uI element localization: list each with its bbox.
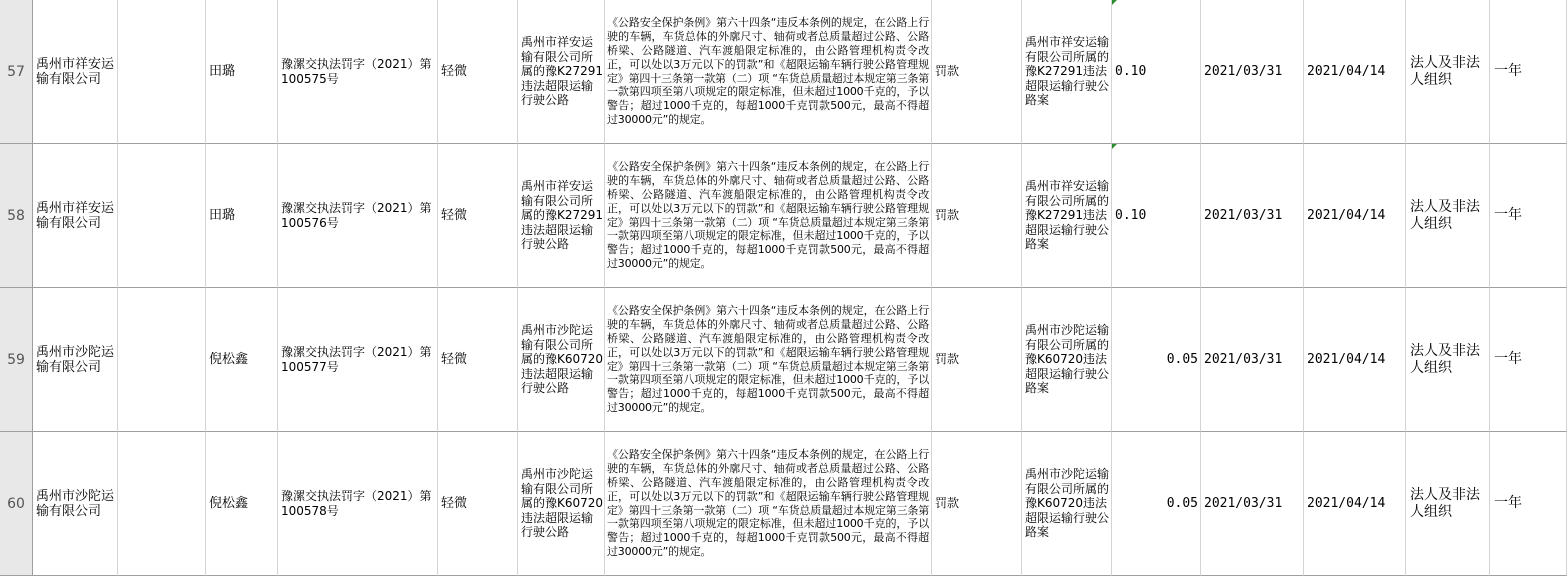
- cell-empty[interactable]: [118, 144, 206, 288]
- publication-period: 一年: [1494, 63, 1522, 79]
- decision-number: 豫漯交执法罚字（2021）第100576号: [281, 201, 432, 230]
- cell-doc-no[interactable]: [278, 432, 438, 576]
- cell-period[interactable]: [1490, 288, 1567, 432]
- cell-case[interactable]: [1022, 432, 1112, 576]
- legal-basis: 《公路安全保护条例》第六十四条“违反本条例的规定，在公路上行驶的车辆，车货总体的外廓尺寸、轴荷或者总质量超过公路、公路桥梁、公路隧道、汽车渡船限定标准的，由公路管理机构责令改正，可以处以3万元以下的罚款”和《超限运输车辆行驶公路管理规定》第四十三条第一款第（二）项 “车货总质量超过本规定第三条第一款第四项至第八项规定的限定标准，但未超过1000千克的，予以警告；超过1000千克的，每超1000千克罚款500元，最高不得超过30000元”的规定。: [607, 15, 929, 127]
- company-name: 禹州市沙陀运输有限公司: [36, 344, 115, 375]
- entity-type: 法人及非法人组织: [1410, 342, 1480, 376]
- legal-basis: 《公路安全保护条例》第六十四条“违反本条例的规定，在公路上行驶的车辆，车货总体的外廓尺寸、轴荷或者总质量超过公路、公路桥梁、公路隧道、汽车渡船限定标准的，由公路管理机构责令改正，可以处以3万元以下的罚款”和《超限运输车辆行驶公路管理规定》第四十三条第一款第（二）项 “车货总质量超过本规定第三条第一款第四项至第八项规定的限定标准，但未超过1000千克的，予以警告；超过1000千克的，每超1000千克罚款500元，最高不得超过30000元”的规定。: [607, 159, 929, 271]
- publish-date: 2021/04/14: [1307, 352, 1386, 367]
- cell-case[interactable]: [1022, 288, 1112, 432]
- cell-law[interactable]: [605, 432, 932, 576]
- cell-severity[interactable]: [438, 432, 518, 576]
- row-number: 58: [7, 207, 25, 224]
- cell-person[interactable]: [206, 144, 278, 288]
- cell-entity-type[interactable]: [1406, 432, 1490, 576]
- penalty-type: 罚款: [935, 208, 960, 223]
- cell-severity[interactable]: [438, 144, 518, 288]
- cell-penalty-type[interactable]: [932, 288, 1022, 432]
- cell-violation[interactable]: [518, 288, 605, 432]
- cell-violation[interactable]: [518, 0, 605, 144]
- row-number: 60: [7, 495, 25, 512]
- cell-person[interactable]: [206, 0, 278, 144]
- cell-period[interactable]: [1490, 432, 1567, 576]
- decision-date: 2021/03/31: [1204, 64, 1283, 79]
- cell-empty[interactable]: [118, 0, 206, 144]
- company-name: 禹州市祥安运输有限公司: [36, 200, 115, 231]
- fine-amount: 0.10: [1115, 64, 1147, 79]
- cell-severity[interactable]: [438, 0, 518, 144]
- entity-type: 法人及非法人组织: [1410, 54, 1480, 88]
- cell-amount[interactable]: [1112, 432, 1201, 576]
- row-header[interactable]: [0, 432, 33, 576]
- cell-amount[interactable]: [1112, 144, 1201, 288]
- cell-doc-no[interactable]: [278, 0, 438, 144]
- legal-basis: 《公路安全保护条例》第六十四条“违反本条例的规定，在公路上行驶的车辆，车货总体的外廓尺寸、轴荷或者总质量超过公路、公路桥梁、公路隧道、汽车渡船限定标准的，由公路管理机构责令改正，可以处以3万元以下的罚款”和《超限运输车辆行驶公路管理规定》第四十三条第一款第（二）项 “车货总质量超过本规定第三条第一款第四项至第八项规定的限定标准，但未超过1000千克的，予以警告；超过1000千克的，每超1000千克罚款500元，最高不得超过30000元”的规定。: [607, 303, 929, 415]
- case-name: 禹州市祥安运输有限公司所属的豫K27291违法超限运输行驶公路案: [1025, 179, 1110, 252]
- cell-penalty-type[interactable]: [932, 144, 1022, 288]
- cell-case[interactable]: [1022, 144, 1112, 288]
- company-name: 禹州市沙陀运输有限公司: [36, 488, 115, 519]
- cell-violation[interactable]: [518, 144, 605, 288]
- cell-penalty-type[interactable]: [932, 0, 1022, 144]
- cell-date-decision[interactable]: [1201, 432, 1304, 576]
- cell-entity-type[interactable]: [1406, 288, 1490, 432]
- error-indicator-icon: [1112, 0, 1117, 5]
- violation-description: 禹州市祥安运输有限公司所属的豫K27291违法超限运输行驶公路: [521, 35, 604, 108]
- case-name: 禹州市祥安运输有限公司所属的豫K27291违法超限运输行驶公路案: [1025, 35, 1110, 108]
- company-name: 禹州市祥安运输有限公司: [36, 56, 115, 87]
- legal-representative: 田璐: [209, 64, 236, 79]
- cell-person[interactable]: [206, 432, 278, 576]
- publication-period: 一年: [1494, 495, 1522, 511]
- cell-entity-type[interactable]: [1406, 144, 1490, 288]
- cell-case[interactable]: [1022, 0, 1112, 144]
- cell-law[interactable]: [605, 288, 932, 432]
- cell-empty[interactable]: [118, 288, 206, 432]
- case-name: 禹州市沙陀运输有限公司所属的豫K60720违法超限运输行驶公路案: [1025, 323, 1110, 396]
- entity-type: 法人及非法人组织: [1410, 198, 1480, 232]
- publication-period: 一年: [1494, 351, 1522, 367]
- cell-period[interactable]: [1490, 144, 1567, 288]
- cell-company[interactable]: [33, 288, 118, 432]
- fine-amount: 0.05: [1166, 352, 1198, 367]
- decision-date: 2021/03/31: [1204, 496, 1283, 511]
- fine-amount: 0.10: [1115, 208, 1147, 223]
- row-number: 57: [7, 63, 25, 80]
- publish-date: 2021/04/14: [1307, 496, 1386, 511]
- cell-amount[interactable]: [1112, 0, 1201, 144]
- cell-entity-type[interactable]: [1406, 0, 1490, 144]
- cell-company[interactable]: [33, 432, 118, 576]
- violation-description: 禹州市沙陀运输有限公司所属的豫K60720违法超限运输行驶公路: [521, 467, 604, 540]
- legal-basis: 《公路安全保护条例》第六十四条“违反本条例的规定，在公路上行驶的车辆，车货总体的外廓尺寸、轴荷或者总质量超过公路、公路桥梁、公路隧道、汽车渡船限定标准的，由公路管理机构责令改正，可以处以3万元以下的罚款”和《超限运输车辆行驶公路管理规定》第四十三条第一款第（二）项 “车货总质量超过本规定第三条第一款第四项至第八项规定的限定标准，但未超过1000千克的，予以警告；超过1000千克的，每超1000千克罚款500元，最高不得超过30000元”的规定。: [607, 447, 929, 559]
- row-header[interactable]: [0, 0, 33, 144]
- publish-date: 2021/04/14: [1307, 64, 1386, 79]
- penalty-type: 罚款: [935, 352, 960, 367]
- cell-person[interactable]: [206, 288, 278, 432]
- cell-date-publish[interactable]: [1304, 432, 1406, 576]
- cell-date-decision[interactable]: [1201, 0, 1304, 144]
- cell-period[interactable]: [1490, 0, 1567, 144]
- cell-date-publish[interactable]: [1304, 288, 1406, 432]
- table-row: [0, 0, 1567, 144]
- legal-representative: 田璐: [209, 208, 236, 223]
- fine-amount: 0.05: [1166, 496, 1198, 511]
- cell-severity[interactable]: [438, 288, 518, 432]
- cell-violation[interactable]: [518, 432, 605, 576]
- decision-number: 豫漯交执法罚字（2021）第100577号: [281, 345, 432, 374]
- row-header[interactable]: [0, 144, 33, 288]
- cell-date-publish[interactable]: [1304, 144, 1406, 288]
- error-indicator-icon: [1112, 144, 1117, 149]
- table-row: [0, 432, 1567, 576]
- severity-level: 轻微: [441, 64, 468, 79]
- row-number: 59: [7, 351, 25, 368]
- decision-number: 豫漯交执法罚字（2021）第100575号: [281, 57, 432, 86]
- cell-doc-no[interactable]: [278, 144, 438, 288]
- cell-date-decision[interactable]: [1201, 288, 1304, 432]
- severity-level: 轻微: [441, 496, 468, 511]
- legal-representative: 倪松鑫: [209, 352, 249, 367]
- severity-level: 轻微: [441, 208, 468, 223]
- table-row: [0, 288, 1567, 432]
- legal-representative: 倪松鑫: [209, 496, 249, 511]
- entity-type: 法人及非法人组织: [1410, 486, 1480, 520]
- decision-date: 2021/03/31: [1204, 208, 1283, 223]
- case-name: 禹州市沙陀运输有限公司所属的豫K60720违法超限运输行驶公路案: [1025, 467, 1110, 540]
- cell-law[interactable]: [605, 144, 932, 288]
- row-header[interactable]: [0, 288, 33, 432]
- cell-date-decision[interactable]: [1201, 144, 1304, 288]
- cell-company[interactable]: [33, 0, 118, 144]
- cell-empty[interactable]: [118, 432, 206, 576]
- publication-period: 一年: [1494, 207, 1522, 223]
- violation-description: 禹州市祥安运输有限公司所属的豫K27291违法超限运输行驶公路: [521, 179, 604, 252]
- cell-date-publish[interactable]: [1304, 0, 1406, 144]
- table-row: [0, 144, 1567, 288]
- publish-date: 2021/04/14: [1307, 208, 1386, 223]
- decision-date: 2021/03/31: [1204, 352, 1283, 367]
- penalty-type: 罚款: [935, 64, 960, 79]
- cell-company[interactable]: [33, 144, 118, 288]
- violation-description: 禹州市沙陀运输有限公司所属的豫K60720违法超限运输行驶公路: [521, 323, 604, 396]
- cell-law[interactable]: [605, 0, 932, 144]
- penalty-type: 罚款: [935, 496, 960, 511]
- cell-penalty-type[interactable]: [932, 432, 1022, 576]
- severity-level: 轻微: [441, 352, 468, 367]
- cell-amount[interactable]: [1112, 288, 1201, 432]
- cell-doc-no[interactable]: [278, 288, 438, 432]
- decision-number: 豫漯交执法罚字（2021）第100578号: [281, 489, 432, 518]
